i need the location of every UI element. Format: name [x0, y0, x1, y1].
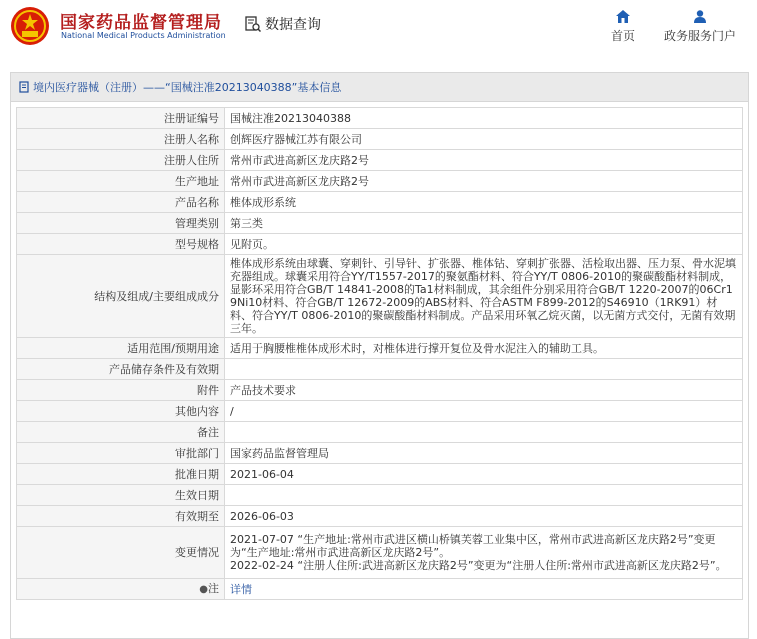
document-icon	[19, 81, 30, 93]
row-label: 审批部门	[17, 443, 225, 464]
row-label: 备注	[17, 422, 225, 443]
row-label: 变更情况	[17, 527, 225, 579]
data-query-title	[245, 14, 321, 34]
row-value	[225, 422, 743, 443]
table-row	[17, 464, 743, 485]
row-label: 适用范围/预期用途	[17, 338, 225, 359]
row-label: 注册证编号	[17, 108, 225, 129]
table-row	[17, 443, 743, 464]
row-label: 有效期至	[17, 506, 225, 527]
table-row	[17, 108, 743, 129]
row-label: 结构及组成/主要组成成分	[17, 255, 225, 338]
table-row	[17, 506, 743, 527]
row-value: 创辉医疗器械江苏有限公司	[225, 129, 743, 150]
row-label: 注册人名称	[17, 129, 225, 150]
breadcrumb-text: 境内医疗器械（注册）——“国械注准20213040388”基本信息	[33, 81, 342, 94]
row-value: 适用于胸腰椎椎体成形术时，对椎体进行撑开复位及骨水泥注入的辅助工具。	[225, 338, 743, 359]
row-value: 椎体成形系统	[225, 192, 743, 213]
table-row	[17, 401, 743, 422]
table-row	[17, 338, 743, 359]
user-icon	[693, 10, 707, 23]
row-value: 常州市武进高新区龙庆路2号	[225, 150, 743, 171]
row-value: 第三类	[225, 213, 743, 234]
row-label: 型号规格	[17, 234, 225, 255]
site-title-cn: 国家药品监督管理局	[60, 13, 222, 33]
table-row	[17, 527, 743, 579]
row-value: 椎体成形系统由球囊、穿刺针、引导针、扩张器、椎体钻、穿刺扩张器、活检取出器、压力泵、骨水泥填充器组成。球囊采用符合YY/T1557-2017的聚氨酯材料、符合YY/T 0806-2010的聚碳酸酯材料制成，显影环采用符合GB/T 14841-2008的Ta1材料制成，其余组件分别采用符合GB/T 1220-2007的06Cr19Ni10材料、符合GB/T 12672-2009的ABS材料、符合ASTM F899-2012的S46910（1RK91）材料、符合YY/T 0806-2010的聚碳酸酯材料制成。产品采用环氧乙烷灭菌，以无菌方式交付，无菌有效期三年。	[225, 255, 743, 338]
row-value: 见附页。	[225, 234, 743, 255]
note-label: 注	[208, 582, 219, 595]
table-row	[17, 150, 743, 171]
details-link[interactable]: 详情	[230, 582, 252, 596]
detail-panel	[10, 72, 749, 639]
site-header	[0, 0, 757, 62]
data-query-label: 数据查询	[265, 17, 321, 33]
info-table	[16, 107, 743, 600]
row-label: 附件	[17, 380, 225, 401]
lightbulb-icon: ●	[199, 584, 208, 595]
breadcrumb	[11, 73, 748, 102]
row-label: 产品名称	[17, 192, 225, 213]
table-row	[17, 255, 743, 338]
row-value: 2021-07-07 “生产地址:常州市武进区横山桥镇芙蓉工业集中区，常州市武进高新区龙庆路2号”变更为“生产地址:常州市武进高新区龙庆路2号”。 2022-02-24 “注册人住所:武进高新区龙庆路2号”变更为“注册人住所:常州市武进高新区龙庆路2号”。	[225, 527, 743, 579]
row-label: 产品储存条件及有效期	[17, 359, 225, 380]
table-row	[17, 192, 743, 213]
row-label: 生效日期	[17, 485, 225, 506]
table-row	[17, 234, 743, 255]
table-row	[17, 171, 743, 192]
row-value	[225, 485, 743, 506]
row-value: 常州市武进高新区龙庆路2号	[225, 171, 743, 192]
row-value: 2021-06-04	[225, 464, 743, 485]
table-row	[17, 213, 743, 234]
row-label: 生产地址	[17, 171, 225, 192]
home-icon	[616, 10, 630, 23]
nav-portal-label: 政务服务门户	[663, 29, 736, 43]
row-label: 其他内容	[17, 401, 225, 422]
document-search-icon	[245, 16, 261, 32]
note-label-cell	[17, 579, 225, 600]
table-row	[17, 129, 743, 150]
note-value-cell	[225, 579, 743, 600]
nav-service-portal[interactable]	[660, 10, 740, 44]
row-value: /	[225, 401, 743, 422]
row-value: 国械注准20213040388	[225, 108, 743, 129]
row-value: 2026-06-03	[225, 506, 743, 527]
table-row	[17, 380, 743, 401]
nav-home[interactable]	[608, 10, 638, 44]
row-value: 产品技术要求	[225, 380, 743, 401]
row-value: 国家药品监督管理局	[225, 443, 743, 464]
row-label: 管理类别	[17, 213, 225, 234]
table-row	[17, 485, 743, 506]
site-title-en: National Medical Products Administration	[61, 31, 226, 40]
table-row	[17, 359, 743, 380]
nav-home-label: 首页	[610, 29, 635, 43]
national-emblem-icon	[10, 6, 50, 46]
row-label: 注册人住所	[17, 150, 225, 171]
row-label: 批准日期	[17, 464, 225, 485]
row-value	[225, 359, 743, 380]
table-row	[17, 579, 743, 600]
table-row	[17, 422, 743, 443]
